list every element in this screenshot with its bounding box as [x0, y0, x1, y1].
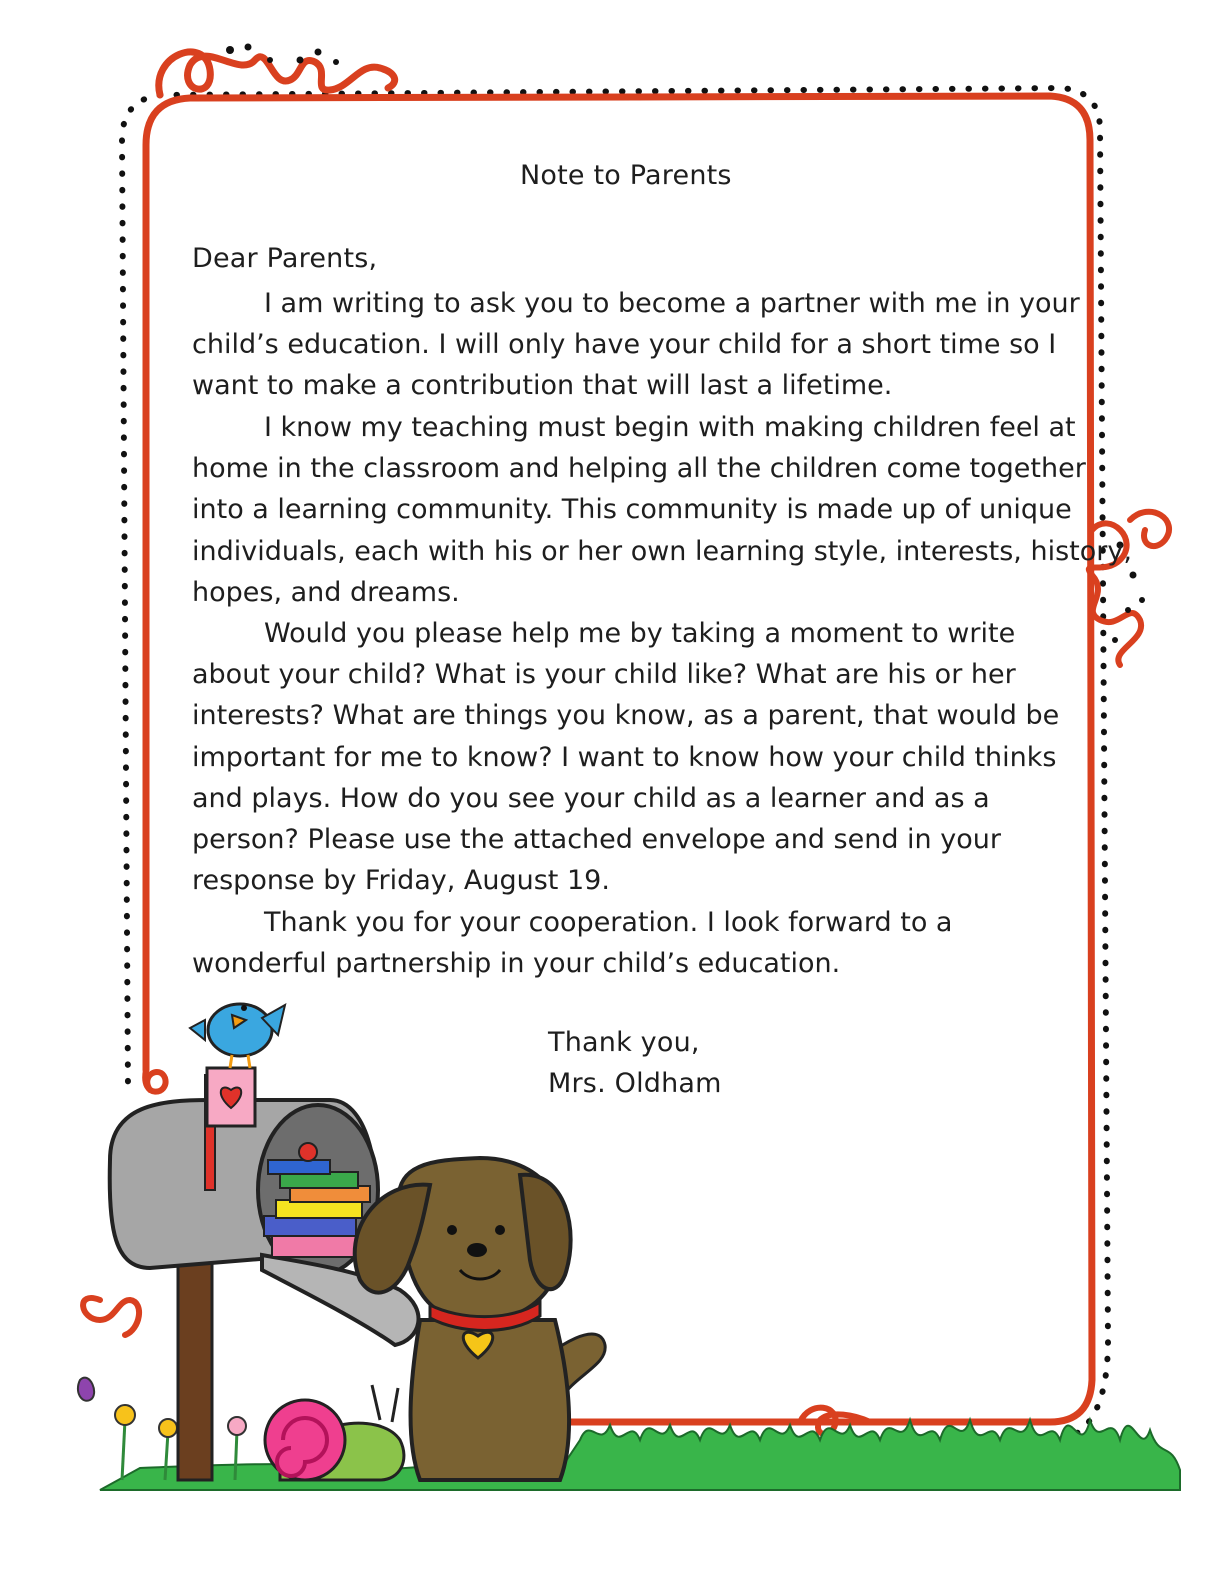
paragraph-line: Thank you for your cooperation. I look forward to a [264, 907, 953, 938]
page-title: Note to Parents [520, 160, 732, 191]
paragraph-line: want to make a contribution that will last a lifetime. [192, 370, 893, 402]
paragraph-3 [192, 613, 1059, 901]
paragraph-line: about your child? What is your child like? What are his or her [192, 659, 1016, 691]
paragraph-line: Would you please help me by taking a moment to write [264, 618, 1016, 649]
paragraph-line: hopes, and dreams. [192, 576, 460, 608]
paragraph-line: home in the classroom and helping all the children come together [192, 453, 1086, 485]
paragraph-line: child’s education. I will only have your child for a short time so I [192, 329, 1057, 361]
paragraph-line: response by Friday, August 19. [192, 865, 610, 897]
paragraph-1 [192, 283, 1080, 407]
paragraph-line: person? Please use the attached envelope and send in your [192, 824, 1001, 856]
grass-icon [100, 1420, 1180, 1490]
greeting: Dear Parents, [192, 243, 378, 274]
bird-icon [190, 1004, 285, 1068]
paragraph-line: and plays. How do you see your child as a learner and as a [192, 782, 990, 814]
top-swirls [159, 52, 395, 95]
paragraph-line: wonderful partnership in your child’s education. [192, 948, 841, 980]
paragraph-line: interests? What are things you know, as a parent, that would be [192, 700, 1060, 732]
paragraph-line: I am writing to ask you to become a partner with me in your [264, 288, 1080, 319]
paragraph-2 [192, 407, 1132, 613]
paragraph-line: important for me to know? I want to know how your child thinks [192, 741, 1057, 773]
mailbox-post [178, 1262, 212, 1480]
paragraph-line: I know my teaching must begin with making children feel at [264, 412, 1076, 443]
snail-icon [265, 1385, 404, 1480]
paragraph-line: individuals, each with his or her own learning style, interests, history, [192, 535, 1132, 567]
paragraph-line: into a learning community. This community is made up of unique [192, 494, 1072, 526]
signature: Mrs. Oldham [548, 1068, 722, 1099]
closing: Thank you, [548, 1027, 700, 1058]
paragraph-4 [192, 902, 952, 984]
